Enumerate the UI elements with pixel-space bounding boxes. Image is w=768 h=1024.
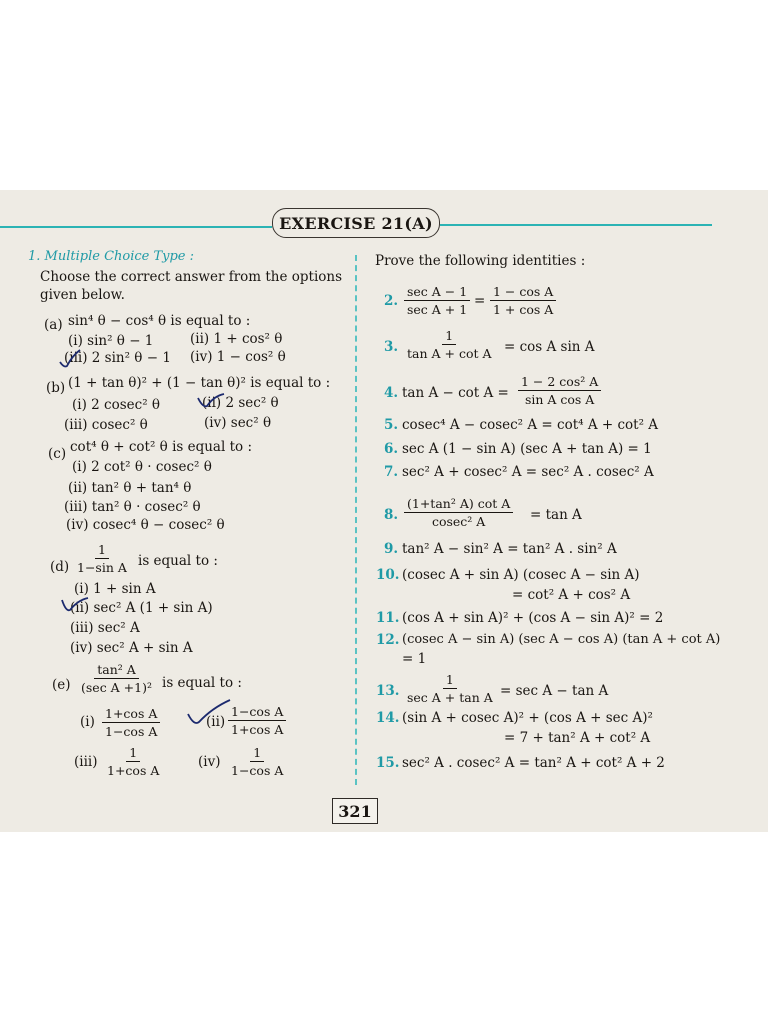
header-rule-left xyxy=(0,226,272,228)
question-d-label: (d) xyxy=(50,559,70,575)
question-e-option-3-fraction xyxy=(104,745,162,778)
pen-tick-mark-icon xyxy=(186,698,232,728)
column-divider xyxy=(355,255,357,785)
pen-tick-mark-icon xyxy=(60,594,90,616)
question-c-option-4: (iv) cosec⁴ θ − cosec² θ xyxy=(66,517,225,533)
q14-text: (sin A + cosec A)² + (cos A + sec A)² xyxy=(402,710,653,726)
q7-number: 7. xyxy=(384,464,399,480)
q8-denominator: cosec² A xyxy=(431,514,486,529)
question-e-option-1-numerator: 1+cos A xyxy=(102,706,160,723)
question-b-option-1: (i) 2 cosec² θ xyxy=(72,397,161,413)
question-a-label: (a) xyxy=(44,317,63,333)
question-d-numerator: 1 xyxy=(95,542,109,559)
question-c-stem: cot⁴ θ + cot² θ is equal to : xyxy=(70,439,252,455)
q10-continuation: = cot² A + cos² A xyxy=(512,587,631,603)
question-e-option-1-label: (i) xyxy=(80,714,95,730)
question-a-option-4: (iv) 1 − cos² θ xyxy=(190,349,286,365)
q8-numerator: (1+tan² A) cot A xyxy=(404,496,513,513)
question-c-option-2: (ii) tan² θ + tan⁴ θ xyxy=(68,480,192,496)
question-a-option-1: (i) sin² θ − 1 xyxy=(68,333,154,349)
q13-number: 13. xyxy=(376,683,400,699)
question-a-stem: sin⁴ θ − cos⁴ θ is equal to : xyxy=(68,313,251,329)
q4-lhs: tan A − cot A = xyxy=(402,385,509,401)
question-b-label: (b) xyxy=(46,380,66,396)
q11-text: (cos A + sin A)² + (cos A − sin A)² = 2 xyxy=(402,610,664,626)
q13-rhs: = sec A − tan A xyxy=(500,683,609,699)
question-b-option-4: (iv) sec² θ xyxy=(204,415,272,431)
q13-denominator: sec A + tan A xyxy=(407,690,493,705)
question-e-numerator: tan² A xyxy=(94,662,139,679)
question-e-option-2-denominator: 1+cos A xyxy=(231,722,284,737)
question-e-option-3-denominator: 1+cos A xyxy=(107,763,160,778)
question-d-option-2: (ii) sec² A (1 + sin A) xyxy=(70,600,213,616)
question-e-option-4-numerator: 1 xyxy=(250,745,264,762)
exercise-title: EXERCISE 21(A) xyxy=(272,208,440,238)
question-e-option-4-label: (iv) xyxy=(198,754,221,770)
question-d-option-3: (iii) sec² A xyxy=(70,620,140,636)
q5-number: 5. xyxy=(384,417,399,433)
pen-tick-mark-icon xyxy=(196,390,226,412)
question-d-stem: is equal to : xyxy=(138,553,218,569)
q2-equals: = xyxy=(474,293,486,309)
q14-number: 14. xyxy=(376,710,400,726)
question-e-option-3-numerator: 1 xyxy=(126,745,140,762)
q2-lhs-numerator: sec A − 1 xyxy=(404,284,470,301)
question-c-option-1: (i) 2 cot² θ · cosec² θ xyxy=(72,459,212,475)
section-heading: 1. Multiple Choice Type : xyxy=(28,249,195,264)
pen-tick-mark-icon xyxy=(58,348,82,370)
q2-lhs-fraction xyxy=(404,284,470,317)
q15-text: sec² A . cosec² A = tan² A + cot² A + 2 xyxy=(402,755,665,771)
q10-number: 10. xyxy=(376,567,400,583)
q3-number: 3. xyxy=(384,339,399,355)
q4-denominator: sin A cos A xyxy=(524,392,595,407)
q5-text: cosec⁴ A − cosec² A = cot⁴ A + cot² A xyxy=(402,417,659,433)
q3-denominator: tan A + cot A xyxy=(407,346,492,361)
q14-continuation: = 7 + tan² A + cot² A xyxy=(504,730,651,746)
question-b-stem: (1 + tan θ)² + (1 − tan θ)² is equal to : xyxy=(68,375,331,391)
q8-number: 8. xyxy=(384,507,399,523)
question-e-option-1-denominator: 1−cos A xyxy=(105,724,158,739)
q6-text: sec A (1 − sin A) (sec A + tan A) = 1 xyxy=(402,441,652,457)
q3-numerator: 1 xyxy=(442,328,456,345)
question-d-fraction xyxy=(74,542,130,575)
q3-rhs: = cos A sin A xyxy=(504,339,595,355)
header-rule-right xyxy=(440,224,712,226)
q13-numerator: 1 xyxy=(443,672,457,689)
textbook-page xyxy=(0,190,768,832)
page-number: 321 xyxy=(332,798,378,824)
question-e-option-1-fraction xyxy=(102,706,160,739)
question-c-label: (c) xyxy=(48,446,67,462)
q2-number: 2. xyxy=(384,293,399,309)
instruction-line-2: given below. xyxy=(40,287,125,303)
question-e-stem: is equal to : xyxy=(162,675,242,691)
q12-continuation: = 1 xyxy=(402,651,427,667)
question-e-denominator: (sec A +1)² xyxy=(81,680,152,695)
q6-number: 6. xyxy=(384,441,399,457)
q2-rhs-fraction xyxy=(490,284,556,317)
q9-text: tan² A − sin² A = tan² A . sin² A xyxy=(402,541,617,557)
q9-number: 9. xyxy=(384,541,399,557)
question-d-denominator: 1−sin A xyxy=(77,560,127,575)
q8-fraction xyxy=(404,496,513,529)
question-e-option-4-denominator: 1−cos A xyxy=(231,763,284,778)
question-e-option-2-numerator: 1−cos A xyxy=(228,704,286,721)
question-c-option-3: (iii) tan² θ · cosec² θ xyxy=(64,499,201,515)
q12-text: (cosec A − sin A) (sec A − cos A) (tan A + cot A) xyxy=(402,632,721,647)
question-e-fraction xyxy=(78,662,155,695)
q11-number: 11. xyxy=(376,610,400,626)
question-e-option-2-label: (ii) xyxy=(206,714,226,730)
instruction-line-1: Choose the correct answer from the options xyxy=(40,269,343,285)
question-a-option-2: (ii) 1 + cos² θ xyxy=(190,331,283,347)
question-e-option-4-fraction xyxy=(228,745,286,778)
question-b-option-3: (iii) cosec² θ xyxy=(64,417,148,433)
q3-fraction xyxy=(404,328,495,361)
question-e-label: (e) xyxy=(52,677,71,693)
question-b-option-2: (ii) 2 sec² θ xyxy=(202,395,279,411)
q13-fraction xyxy=(404,672,496,705)
question-d-option-4: (iv) sec² A + sin A xyxy=(70,640,193,656)
q15-number: 15. xyxy=(376,755,400,771)
q4-numerator: 1 − 2 cos² A xyxy=(518,374,601,391)
q4-fraction xyxy=(518,374,601,407)
right-heading: Prove the following identities : xyxy=(375,253,586,269)
q8-rhs: = tan A xyxy=(530,507,582,523)
question-e-option-3-label: (iii) xyxy=(74,754,98,770)
question-e-option-2-fraction xyxy=(228,704,286,737)
q12-number: 12. xyxy=(376,632,400,648)
question-d-option-1: (i) 1 + sin A xyxy=(74,581,156,597)
q2-lhs-denominator: sec A + 1 xyxy=(407,302,468,317)
question-a-option-3: (iii) 2 sin² θ − 1 xyxy=(64,350,171,366)
q4-number: 4. xyxy=(384,385,399,401)
q2-rhs-denominator: 1 + cos A xyxy=(493,302,554,317)
q10-text: (cosec A + sin A) (cosec A − sin A) xyxy=(402,567,640,583)
q2-rhs-numerator: 1 − cos A xyxy=(490,284,556,301)
q7-text: sec² A + cosec² A = sec² A . cosec² A xyxy=(402,464,654,480)
